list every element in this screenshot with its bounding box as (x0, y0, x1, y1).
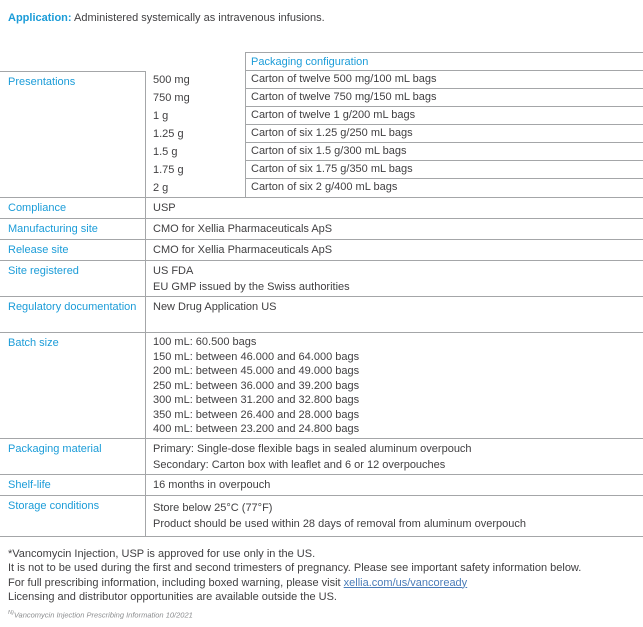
footer-line-approval: *Vancomycin Injection, USP is approved for use only in the US. (8, 547, 316, 560)
carton-row: Carton of twelve 500 mg/100 mL bags (246, 71, 643, 89)
packaging-configuration-header: Packaging configuration (245, 52, 643, 71)
carton-row: Carton of twelve 1 g/200 mL bags (246, 107, 643, 125)
dose-item: 500 mg (153, 74, 190, 86)
row-batch-size (0, 332, 643, 438)
value-line: Secondary: Carton box with leaflet and 6 or 12 overpouches (153, 458, 446, 471)
value-line: 250 mL: between 36.000 and 39.200 bags (153, 379, 360, 392)
vancoready-link[interactable]: xellia.com/us/vancoready (343, 576, 468, 589)
value-line: CMO for Xellia Pharmaceuticals ApS (153, 223, 333, 235)
row-manufacturing-site (0, 218, 643, 239)
value-line: 150 mL: between 46.000 and 64.000 bags (153, 350, 360, 363)
carton-row: Carton of six 1.5 g/300 mL bags (246, 143, 643, 161)
section-label: Batch size (8, 337, 59, 349)
value-line: US FDA (153, 265, 194, 277)
section-label: Storage conditions (8, 499, 100, 512)
product-table (0, 52, 643, 537)
carton-row: Carton of six 1.25 g/250 mL bags (246, 125, 643, 143)
presentations-label: Presentations (0, 71, 145, 197)
section-label: Regulatory documentation (8, 301, 137, 313)
header-spacer-label (0, 52, 145, 71)
section-label: Packaging material (8, 442, 102, 455)
section-value (145, 219, 643, 239)
section-label: Manufacturing site (8, 223, 98, 235)
footer-line-prescribing (8, 576, 635, 591)
header-spacer-mid (145, 52, 245, 71)
dose-item: 2 g (153, 182, 169, 194)
section-value (145, 261, 643, 296)
row-compliance (0, 197, 643, 218)
application-text: Administered systemically as intravenous infusions. (71, 12, 325, 24)
value-line: Product should be used within 28 days of removal from aluminum overpouch (153, 517, 526, 530)
application-label: Application: (8, 12, 72, 24)
value-line: USP (153, 202, 176, 214)
row-presentations (0, 71, 643, 197)
dose-item: 750 mg (153, 92, 190, 104)
row-site-registered (0, 260, 643, 296)
footer-prescribing-text: For full prescribing information, including boxed warning, please visit (8, 576, 344, 589)
section-label: Release site (8, 244, 69, 256)
footer-line-licensing: Licensing and distributor opportunities are available outside the US. (8, 591, 337, 603)
application-line (0, 0, 643, 26)
dose-item: 1 g (153, 110, 169, 122)
value-line: 300 mL: between 31.200 and 32.800 bags (153, 394, 360, 406)
dose-item: 1.75 g (153, 164, 184, 176)
section-value (145, 475, 643, 495)
value-line: 200 mL: between 45.000 and 49.000 bags (153, 365, 360, 377)
dose-list (145, 71, 245, 197)
section-value (145, 496, 643, 536)
carton-row: Carton of twelve 750 mg/150 mL bags (246, 89, 643, 107)
row-packaging-material (0, 438, 643, 474)
row-storage-conditions (0, 495, 643, 536)
dose-item: 1.5 g (153, 146, 178, 158)
section-value (145, 240, 643, 260)
value-line: 100 mL: 60.500 bags (153, 336, 257, 348)
dose-item: 1.25 g (153, 128, 184, 140)
value-line: Store below 25°C (77°F) (153, 501, 273, 514)
value-line: EU GMP issued by the Swiss authorities (153, 281, 350, 293)
row-release-site (0, 239, 643, 260)
value-line: New Drug Application US (153, 301, 277, 313)
section-value (145, 333, 643, 438)
footer-notes (0, 547, 643, 605)
row-regulatory-documentation (0, 296, 643, 332)
packaging-header-row (0, 52, 643, 71)
row-shelf-life (0, 474, 643, 495)
section-value (145, 439, 643, 474)
footnote-marker: N) (8, 609, 14, 616)
value-line: 350 mL: between 26.400 and 28.000 bags (153, 408, 360, 421)
carton-row: Carton of six 1.75 g/350 mL bags (246, 161, 643, 179)
section-label: Shelf-life (8, 478, 51, 491)
footer-line-pregnancy: It is not to be used during the first and second trimesters of pregnancy. Please see important safety information below. (8, 562, 582, 574)
carton-list (245, 71, 643, 197)
value-line: 16 months in overpouch (153, 478, 271, 491)
section-label: Site registered (8, 265, 79, 277)
value-line: CMO for Xellia Pharmaceuticals ApS (153, 244, 333, 256)
section-value (145, 198, 643, 218)
section-label: Compliance (8, 202, 67, 214)
value-line: 400 mL: between 23.200 and 24.800 bags (153, 423, 360, 435)
section-value (145, 297, 643, 332)
value-line: Primary: Single-dose flexible bags in sealed aluminum overpouch (153, 442, 472, 455)
footnote-text: Vancomycin Injection Prescribing Information 10/2021 (13, 610, 193, 619)
footnote-reference (0, 608, 643, 621)
carton-row: Carton of six 2 g/400 mL bags (251, 181, 398, 193)
